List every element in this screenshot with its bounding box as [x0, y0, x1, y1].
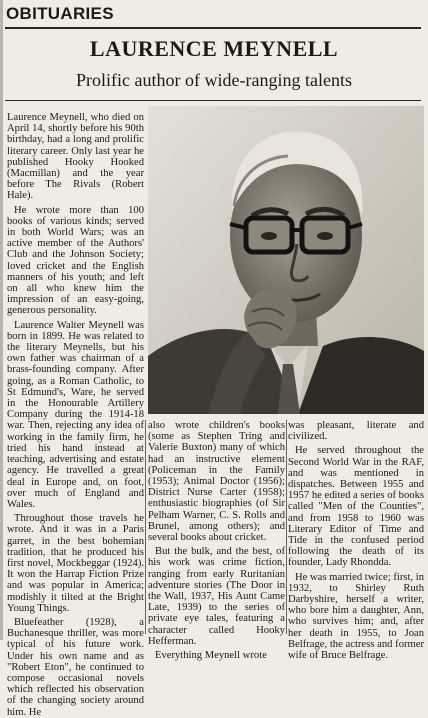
paragraph: was pleasant, literate and civilized. — [288, 420, 424, 443]
paragraph: He wrote more than 100 books of various kinds; served in both World Wars; was an active member of the Authors' Club and the Johnson Society; loved cricket and the English manners of his youth; and left on all who knew him the impression of an easy-going, generous personality. — [7, 204, 144, 317]
headline-rule — [5, 100, 421, 101]
paragraph: But the bulk, and the best, of his work was crime fiction, ranging from early Ruritanian adventure stories (The Door in the Wall, 1937, His Aunt Came Late, 1939) to the series of private eye tales, featuring a character called Hooky Hefferman. — [148, 546, 285, 647]
paragraph: Everything Meynell wrote — [155, 650, 267, 662]
section-rule — [5, 27, 421, 29]
column-divider — [286, 420, 287, 634]
paragraph: Bluefeather (1928), a Buchanesque thriller, was more typical of his future work. Under his own name and as "Robert Eton", he continued to compose occasional novels which reflected his observation of the changing society around him. He — [7, 616, 144, 718]
page-edge — [0, 0, 3, 640]
paragraph: Laurence Meynell, who died on April 14, shortly before his 90th birthday, had a long and prolific literary career. Only last year he published Hooky Hooked (Macmillan) and the year before The Rivals (Robert Hale). — [7, 112, 144, 202]
portrait-photo — [148, 106, 424, 414]
article-headline: LAURENCE MEYNELL — [89, 36, 339, 61]
section-heading: OBITUARIES — [6, 4, 114, 23]
paragraph: also wrote children's books (some as Stephen Tring and Valerie Buxton) many of which had an instructive element (Policeman in the Family (1953); Animal Doctor (1956); District Nurse Carter (1958); enthusiastic biographies (of Sir Pelham Warner, C. S. Rolls and Brunel, among others); and several books about cricket. — [148, 420, 285, 544]
column-divider — [145, 420, 146, 634]
paragraph: He was married twice; first, in 1932, to Shirley Ruth Darbyshire, herself a writer, who bore him a daughter, Ann, who survives him; and, after her death in 1955, to Joan Belfrage, the actress and former wife of Bruce Belfrage. — [288, 571, 424, 662]
paragraph: Throughout those travels he wrote. And it was in a Paris garret, in the best bohemian tradition, that he produced his first novel, Mockbeggar (1924). It won the Harrap Fiction Prize and was popular in America; modishly it tilted at the Bright Young Things. — [7, 513, 144, 614]
article-subheadline: Prolific author of wide-ranging talents — [76, 70, 352, 90]
portrait-illustration — [148, 106, 424, 414]
paragraph: He served throughout the Second World War in the RAF, and was mentioned in dispatches. Between 1955 and 1957 he edited a series of books called "Men of the Counties", and from 1958 to 1960 was Literary Editor of Time and Tide in the confused period following the death of its founder, Lady Rhondda. — [288, 445, 424, 569]
article-column-2 — [148, 420, 285, 662]
article-column-3 — [288, 420, 424, 662]
paragraph: Laurence Walter Meynell was born in 1899. He was related to the literary Meynells, but his own father was chairman of a brass-founding company. After going, as a Roman Catholic, to St Edmund's, Ware, he served in the Honourable Artillery Company during the 1914-18 war. Then, rejecting any idea of working in the family firm, he tried his hand instead at teaching, advertising and estate agency. He travelled a great deal in Europe and, on foot, over much of England and Wales. — [7, 319, 144, 510]
article-column-1 — [7, 112, 144, 718]
